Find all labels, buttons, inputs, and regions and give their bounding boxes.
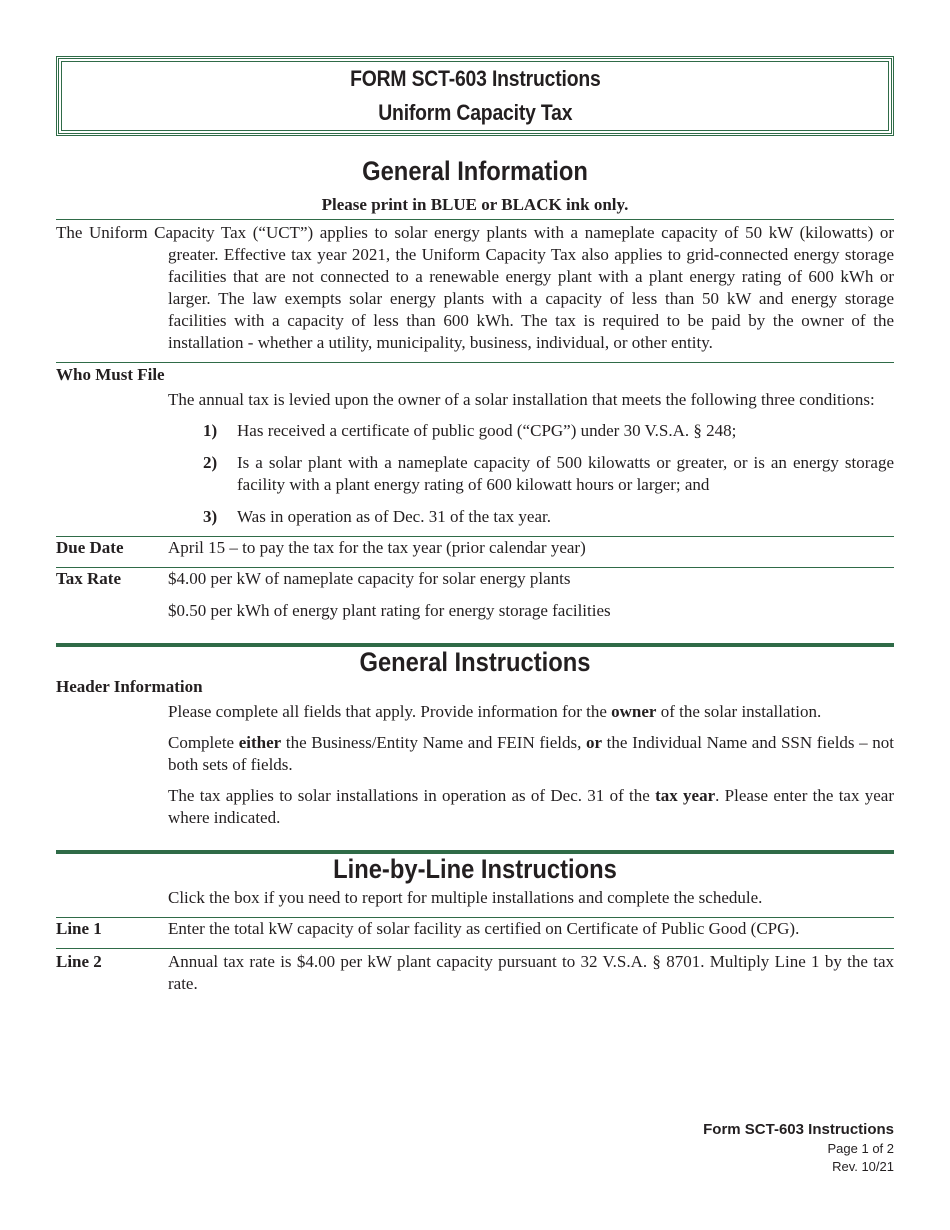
line-1-label: Line 1	[56, 919, 102, 938]
list-item-number: 1)	[203, 421, 218, 440]
divider	[56, 948, 894, 949]
list-item-number: 3)	[203, 507, 218, 526]
due-date-row	[56, 537, 894, 559]
uct-intro-paragraph: The Uniform Capacity Tax (“UCT”) applies to solar energy plants with a nameplate capacity of 50 kW (kilowatts) or greater. Effective tax year 2021, the Uniform Capacity Tax also applies to grid-connected energy storage facilities that are not connected to a renewable energy plant with a plant energy rating of 600 kWh or larger. The law exempts solar energy plants with a capacity of less than 50 kW and energy storage facilities with a capacity of less than 600 kWh. The tax is required to be paid by the owner of the installation - whether a utility, municipality, business, individual, or other entity.	[56, 223, 894, 352]
list-item-text: Is a solar plant with a nameplate capacity of 500 kilowatts or greater, or is an energy storage facility with a plant energy rating of 600 kilowatt hours or larger; and	[237, 453, 894, 494]
form-subtitle: Uniform Capacity Tax	[377, 100, 573, 125]
tax-rate-storage: $0.50 per kWh of energy plant rating for energy storage facilities	[168, 601, 611, 620]
line-2-row	[56, 951, 894, 995]
who-must-file-text: The annual tax is levied upon the owner of a solar installation that meets the following three conditions:	[168, 390, 875, 409]
tax-rate-solar: $4.00 per kW of nameplate capacity for solar energy plants	[168, 569, 571, 588]
form-title-box	[56, 56, 894, 136]
tax-rate-label: Tax Rate	[56, 569, 122, 588]
divider	[56, 219, 894, 220]
line-1-row	[56, 918, 894, 940]
line-2-label: Line 2	[56, 952, 102, 971]
general-instructions-heading: General Instructions	[359, 647, 591, 677]
footer-revision: Rev. 10/21	[832, 1159, 894, 1174]
ink-note: Please print in BLUE or BLACK ink only.	[321, 195, 629, 214]
due-date-text: April 15 – to pay the tax for the tax year (prior calendar year)	[168, 538, 586, 557]
form-title: FORM SCT-603 Instructions	[349, 66, 601, 91]
list-item	[203, 506, 894, 528]
who-must-file-label: Who Must File	[56, 365, 165, 384]
page-footer	[703, 1120, 894, 1176]
line-1-text: Enter the total kW capacity of solar facility as certified on Certificate of Public Good (CPG).	[168, 919, 800, 938]
multiple-installations-note: Click the box if you need to report for multiple installations and complete the schedule.	[168, 888, 763, 907]
list-item	[203, 452, 894, 496]
tax-rate-row	[56, 568, 894, 590]
line-by-line-heading: Line-by-Line Instructions	[333, 854, 617, 884]
list-item-text: Has received a certificate of public good (“CPG”) under 30 V.S.A. § 248;	[237, 421, 737, 440]
general-information-heading: General Information	[362, 156, 588, 186]
list-item-number: 2)	[203, 453, 218, 472]
header-info-paragraph-2: Complete either the Business/Entity Name and FEIN fields, or the Individual Name and SSN fields – not both sets of fields.	[168, 733, 894, 774]
header-information-label: Header Information	[56, 677, 203, 696]
divider	[56, 362, 894, 363]
due-date-label: Due Date	[56, 538, 124, 557]
document-page	[56, 56, 894, 995]
line-2-text: Annual tax rate is $4.00 per kW plant capacity pursuant to 32 V.S.A. § 8701. Multiply Line 1 by the tax rate.	[168, 952, 894, 993]
footer-form-name: Form SCT-603 Instructions	[703, 1121, 894, 1138]
conditions-list	[56, 420, 894, 528]
footer-page-number: Page 1 of 2	[827, 1141, 894, 1156]
list-item	[203, 420, 894, 442]
list-item-text: Was in operation as of Dec. 31 of the tax year.	[237, 507, 551, 526]
header-info-paragraph-1: Please complete all fields that apply. Provide information for the owner of the solar installation.	[168, 702, 822, 721]
header-info-paragraph-3: The tax applies to solar installations in operation as of Dec. 31 of the tax year. Please enter the tax year where indicated.	[168, 786, 894, 827]
